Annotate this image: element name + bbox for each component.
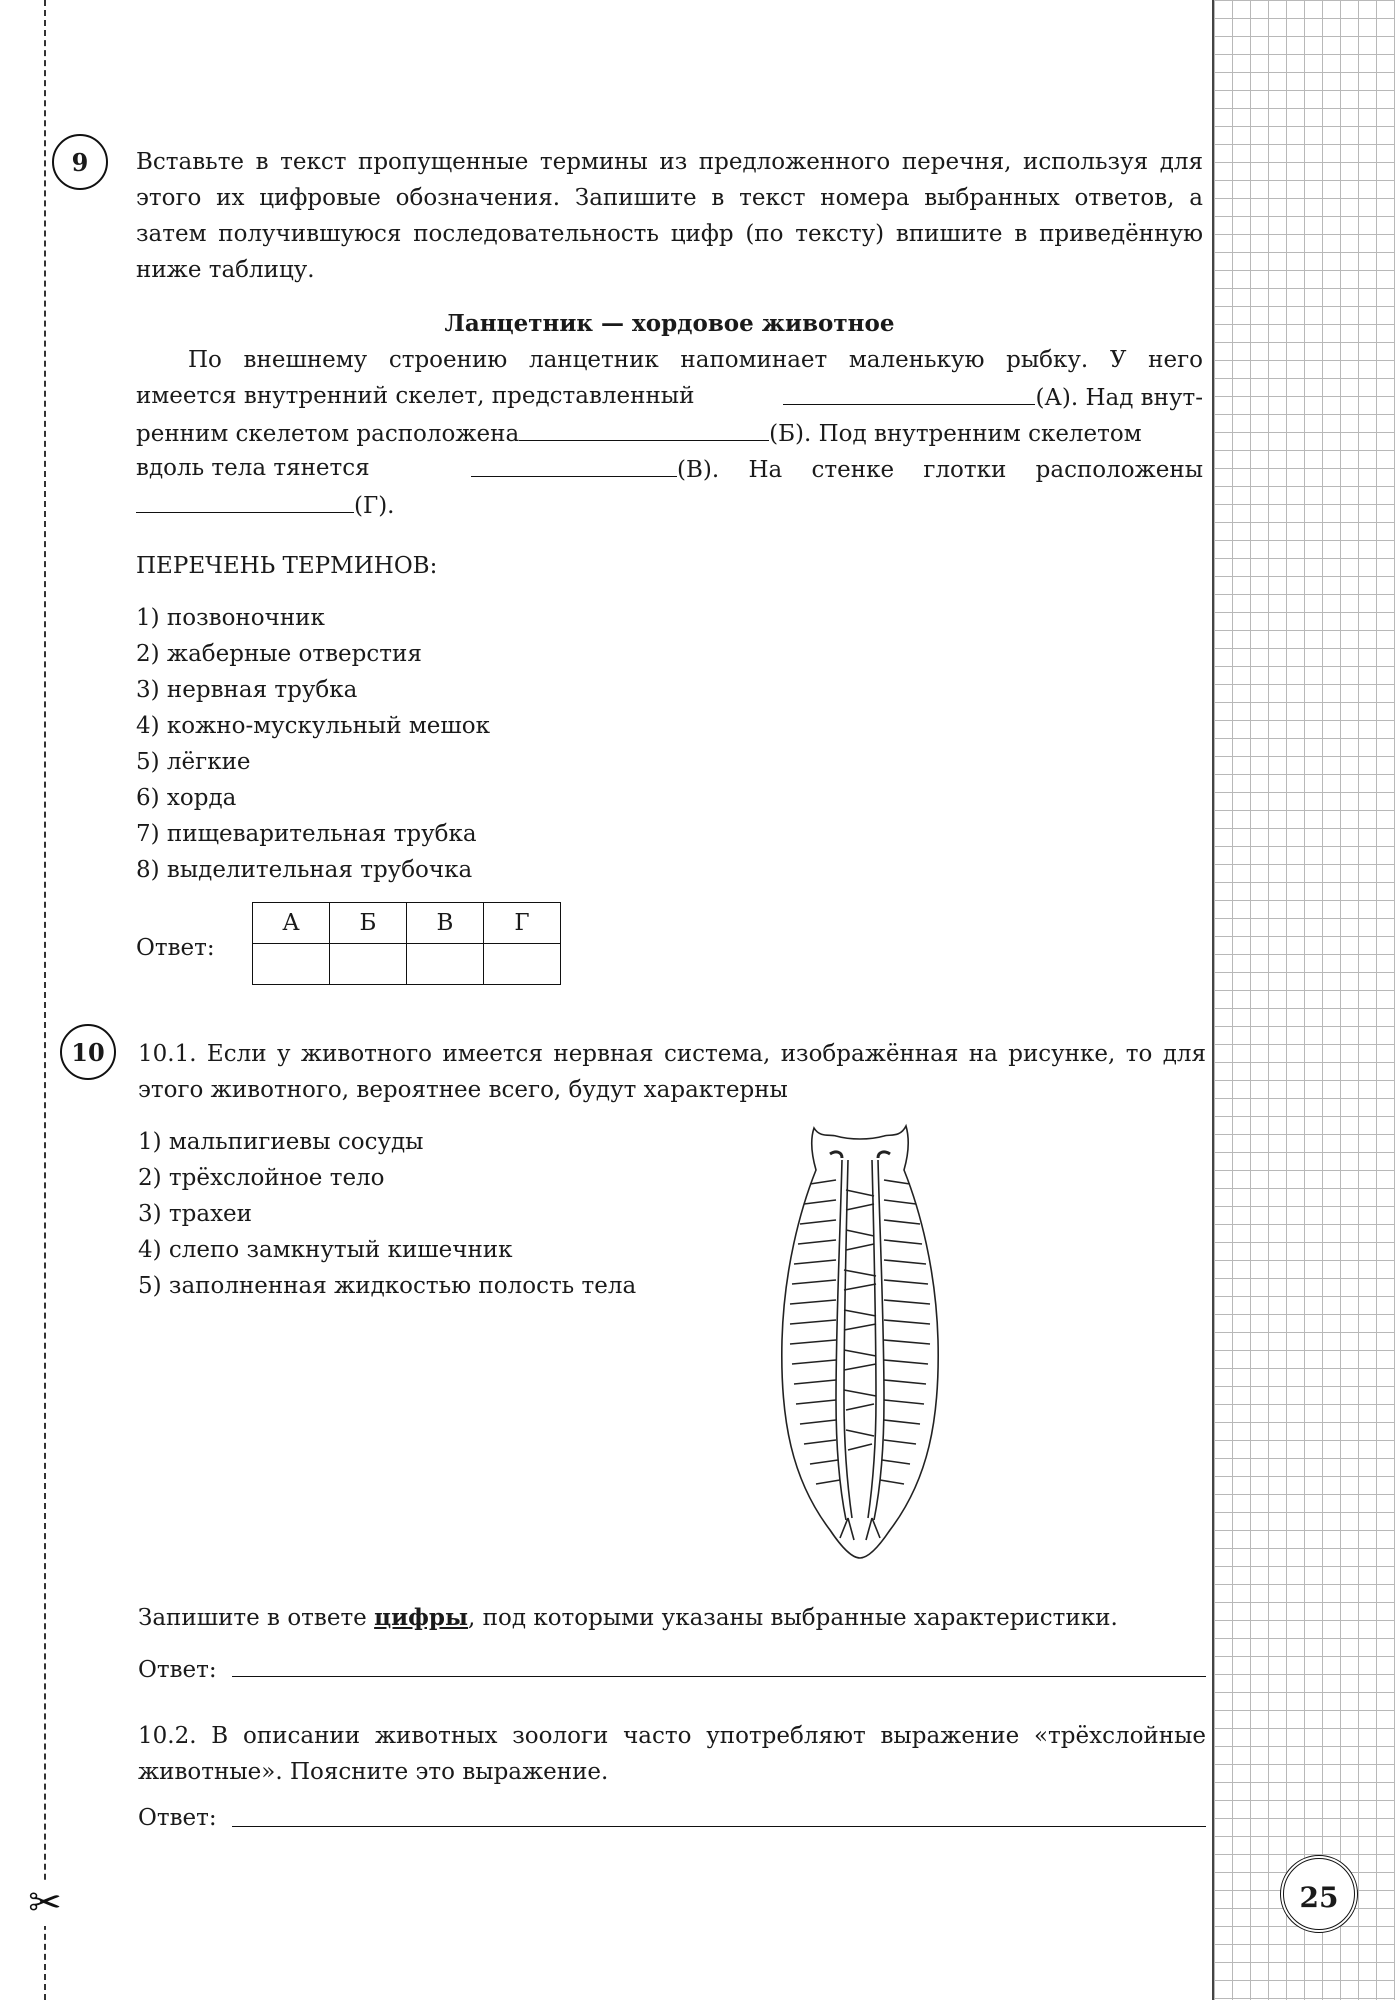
q9-p2: имеется внутренний скелет, представленный — [136, 383, 695, 409]
q10-1-text: 10.1. Если у животного имеется нервная система, изображённая на рисунке, то для этого животного, вероятнее всего, будут характерны — [138, 1041, 1206, 1103]
cut-line — [44, 0, 46, 2000]
answer-cell-g[interactable] — [484, 944, 561, 985]
answer-cell-b[interactable] — [330, 944, 407, 985]
term-2: 2) жаберные отверстия — [136, 641, 422, 667]
table-header-v: В — [407, 903, 484, 944]
flatworm-nervous-system-figure — [770, 1120, 950, 1560]
term-7: 7) пищеварительная трубка — [136, 821, 477, 847]
q9-answer-label: Ответ: — [136, 935, 215, 961]
term-8: 8) выделительная трубочка — [136, 857, 473, 883]
q9-p3-end: (Б). Под внутренним скелетом — [769, 421, 1142, 447]
term-5: 5) лёгкие — [136, 749, 251, 775]
term-6: 6) хорда — [136, 785, 237, 811]
q9-text-line-1 — [136, 342, 1203, 378]
table-header-b: Б — [330, 903, 407, 944]
option-3: 3) трахеи — [138, 1201, 252, 1227]
instr-bold: цифры — [374, 1604, 469, 1631]
page-number: 25 — [1280, 1855, 1358, 1933]
term-4: 4) кожно-мускульный мешок — [136, 713, 490, 739]
q10-1-answer-label: Ответ: — [138, 1657, 217, 1683]
q9-answer-table — [252, 902, 561, 985]
option-2: 2) трёхслойное тело — [138, 1165, 385, 1191]
table-header-g: Г — [484, 903, 561, 944]
q9-text-line-3 — [136, 414, 1203, 452]
option-5: 5) заполненная жидкостью полость тела — [138, 1273, 637, 1299]
question-number-10: 10 — [60, 1024, 116, 1080]
q10-2-answer-line[interactable] — [232, 1826, 1206, 1827]
q9-text-line-4 — [136, 450, 1203, 488]
term-3: 3) нервная трубка — [136, 677, 358, 703]
instr-after: , под которыми указаны выбранные характеристики. — [468, 1605, 1118, 1631]
term-1: 1) позвоночник — [136, 605, 325, 631]
q10-instruction — [138, 1600, 1118, 1636]
terms-list-title: ПЕРЕЧЕНЬ ТЕРМИНОВ: — [136, 553, 438, 579]
blank-b[interactable] — [519, 414, 769, 441]
q9-p4: вдоль тела тянется — [136, 455, 370, 481]
q9-p2-end: (А). Над внут- — [1035, 385, 1203, 411]
q9-p4-end: (В). На стенке глотки расположены — [677, 457, 1203, 483]
grid-margin — [1212, 0, 1395, 2000]
option-4: 4) слепо замкнутый кишечник — [138, 1237, 513, 1263]
q9-text-line-2 — [136, 378, 1203, 416]
table-header-a: А — [253, 903, 330, 944]
q10-2-text: 10.2. В описании животных зоологи часто употребляют выражение «трёхслойные животные». Поясните это выражение. — [138, 1723, 1206, 1785]
q9-intro: Вставьте в текст пропущенные термины из предложенного перечня, используя для этого их цифровые обозначения. Запишите в текст номера выбранных ответов, а затем получившуюся последовательность цифр (по тексту) впишите в приведённую ниже таблицу. — [136, 149, 1203, 283]
answer-cell-v[interactable] — [407, 944, 484, 985]
q9-p3: ренним скелетом расположена — [136, 421, 520, 447]
scissors-icon: ✂ — [22, 1880, 68, 1926]
q9-text-line-5 — [136, 486, 395, 524]
instr-before: Запишите в ответе — [138, 1605, 375, 1631]
answer-cell-a[interactable] — [253, 944, 330, 985]
q10-2-answer-label: Ответ: — [138, 1805, 217, 1831]
option-1: 1) мальпигиевы сосуды — [138, 1129, 424, 1155]
blank-g[interactable] — [136, 486, 354, 513]
q9-text-title: Ланцетник — хордовое животное — [444, 310, 895, 337]
q10-1-answer-line[interactable] — [232, 1676, 1206, 1677]
q9-p1: По внешнему строению ланцетник напоминает маленькую рыбку. У него — [188, 347, 1203, 373]
question-number-9: 9 — [52, 134, 108, 190]
blank-v[interactable] — [471, 450, 677, 477]
q9-p5-end: (Г). — [354, 493, 395, 519]
blank-a[interactable] — [783, 378, 1035, 405]
